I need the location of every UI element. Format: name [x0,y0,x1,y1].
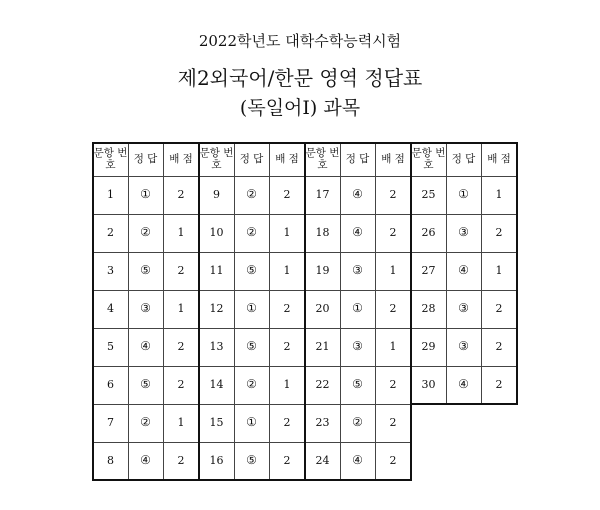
correct-answer: ③ [352,339,363,354]
group-border-right [516,142,518,405]
correct-answer: ① [352,301,363,316]
group-border-left [410,142,412,405]
column-header-answer: 정 답 [239,152,264,165]
point-value: 1 [177,415,185,429]
column-divider [340,143,341,480]
correct-answer: ③ [458,301,469,316]
question-number: 13 [209,339,224,353]
point-value: 2 [495,225,503,239]
correct-answer: ③ [352,263,363,278]
point-value: 2 [389,187,397,201]
question-number: 10 [209,225,224,239]
column-divider [234,143,235,480]
correct-answer: ④ [458,263,469,278]
group-border-top [199,142,305,144]
column-header-number: 문항 번호 [411,146,446,171]
column-header-number: 문항 번호 [93,146,128,171]
correct-answer: ② [352,415,363,430]
point-value: 2 [283,301,291,315]
exam-year-title: 2022학년도 대학수학능력시험 [198,32,402,50]
question-number: 28 [421,301,436,315]
question-number: 6 [107,377,114,391]
correct-answer: ① [246,301,257,316]
correct-answer: ③ [140,301,151,316]
header-divider [305,176,411,177]
group-border-bottom [411,403,517,405]
correct-answer: ⑤ [140,377,151,392]
question-number: 4 [107,301,114,315]
correct-answer: ② [140,415,151,430]
header-divider [93,176,199,177]
question-number: 1 [107,187,114,201]
point-value: 2 [389,301,397,315]
column-header-points: 배 점 [381,152,405,165]
answer-sheet-title: 제2외국어/한문 영역 정답표 [177,66,423,90]
point-value: 2 [495,377,503,391]
group-border-left [198,142,200,481]
correct-answer: ④ [140,339,151,354]
question-number: 14 [209,377,224,391]
correct-answer: ④ [140,453,151,468]
group-border-top [305,142,411,144]
point-value: 2 [177,263,185,277]
question-number: 22 [315,377,330,391]
column-header-points: 배 점 [487,152,511,165]
correct-answer: ② [246,225,257,240]
correct-answer: ③ [458,339,469,354]
header-divider [411,176,517,177]
correct-answer: ⑤ [140,263,151,278]
point-value: 1 [495,187,503,201]
column-header-answer: 정 답 [451,152,476,165]
question-number: 23 [315,415,330,429]
point-value: 2 [283,187,291,201]
question-number: 21 [315,339,330,353]
correct-answer: ② [140,225,151,240]
correct-answer: ⑤ [352,377,363,392]
point-value: 2 [495,301,503,315]
column-divider [446,143,447,404]
point-value: 2 [389,377,397,391]
question-number: 3 [107,263,114,277]
question-number: 29 [421,339,436,353]
point-value: 2 [389,415,397,429]
group-border-top [411,142,517,144]
point-value: 1 [389,339,397,353]
point-value: 2 [283,339,291,353]
point-value: 1 [389,263,397,277]
point-value: 1 [177,225,185,239]
correct-answer: ③ [458,225,469,240]
point-value: 2 [177,377,185,391]
point-value: 2 [389,225,397,239]
column-header-answer: 정 답 [133,152,158,165]
column-divider [481,143,482,404]
point-value: 2 [389,453,397,467]
question-number: 26 [421,225,436,239]
column-divider [163,143,164,480]
point-value: 1 [283,263,291,277]
group-border-left [304,142,306,481]
question-number: 5 [107,339,114,353]
correct-answer: ① [140,187,151,202]
header-divider [199,176,305,177]
correct-answer: ⑤ [246,339,257,354]
correct-answer: ① [246,415,257,430]
question-number: 7 [107,415,114,429]
subject-title: (독일어Ⅰ) 과목 [239,97,361,119]
column-header-points: 배 점 [169,152,193,165]
question-number: 15 [209,415,224,429]
correct-answer: ② [246,187,257,202]
point-value: 2 [495,339,503,353]
point-value: 1 [283,377,291,391]
column-header-points: 배 점 [275,152,299,165]
question-number: 30 [421,377,436,391]
correct-answer: ② [246,377,257,392]
correct-answer: ① [458,187,469,202]
column-header-number: 문항 번호 [199,146,234,171]
point-value: 2 [177,453,185,467]
correct-answer: ④ [352,187,363,202]
group-border-bottom [93,479,199,481]
group-border-left [92,142,94,481]
correct-answer: ④ [352,453,363,468]
question-number: 20 [315,301,330,315]
question-number: 17 [315,187,330,201]
column-header-answer: 정 답 [345,152,370,165]
question-number: 27 [421,263,436,277]
correct-answer: ⑤ [246,263,257,278]
correct-answer: ⑤ [246,453,257,468]
point-value: 2 [283,453,291,467]
column-header-number: 문항 번호 [305,146,340,171]
point-value: 2 [177,339,185,353]
correct-answer: ④ [352,225,363,240]
group-border-top [93,142,199,144]
point-value: 1 [177,301,185,315]
column-divider [269,143,270,480]
question-number: 11 [209,263,224,277]
question-number: 24 [315,453,330,467]
point-value: 1 [283,225,291,239]
point-value: 2 [283,415,291,429]
point-value: 1 [495,263,503,277]
question-number: 18 [315,225,330,239]
group-border-bottom [199,479,305,481]
question-number: 8 [107,453,114,467]
question-number: 16 [209,453,224,467]
question-number: 2 [107,225,114,239]
column-divider [375,143,376,480]
correct-answer: ④ [458,377,469,392]
group-border-bottom [305,479,411,481]
question-number: 12 [209,301,224,315]
point-value: 2 [177,187,185,201]
question-number: 19 [315,263,330,277]
question-number: 25 [421,187,436,201]
question-number: 9 [213,187,220,201]
column-divider [128,143,129,480]
